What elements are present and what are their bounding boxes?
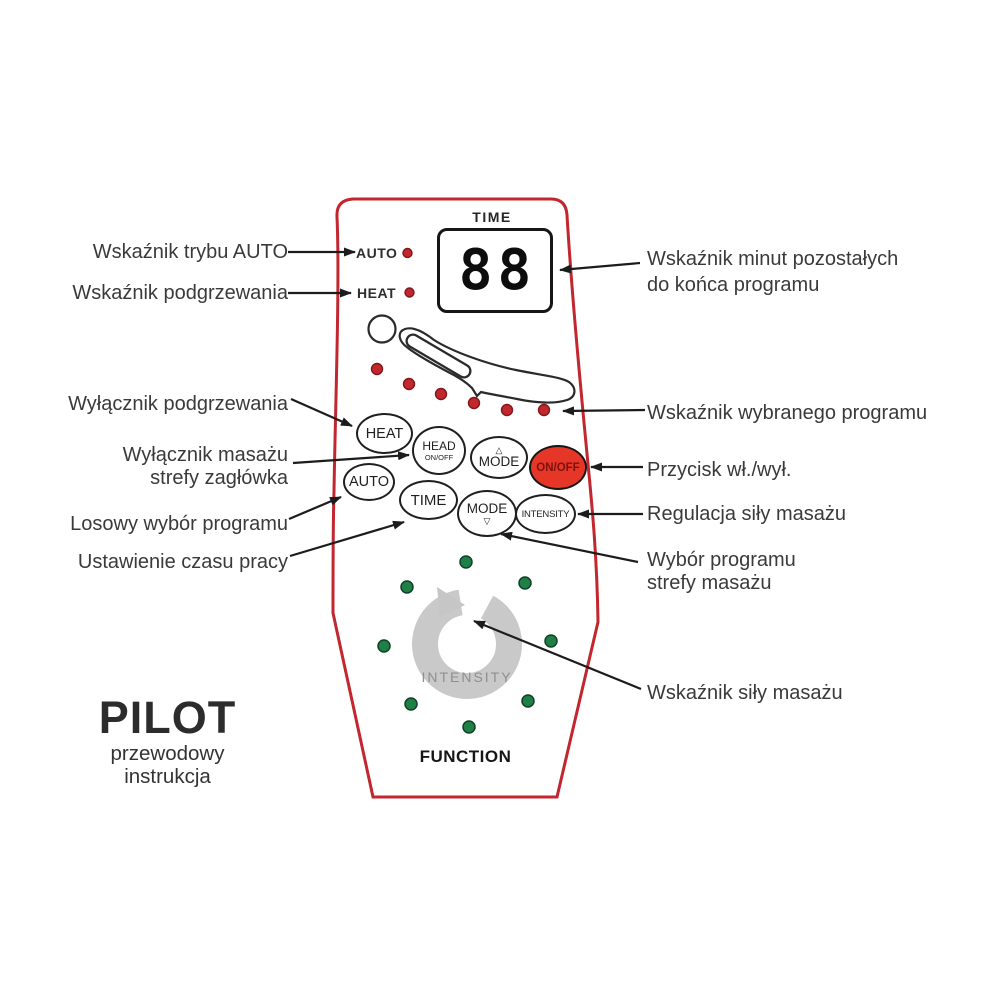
- button-mode-down: [457, 490, 517, 537]
- button-mode-up-label: MODE: [478, 454, 520, 469]
- display-time-label: TIME: [472, 209, 512, 225]
- label-line: strefy zagłówka: [150, 467, 288, 489]
- program-led: [539, 405, 550, 416]
- heat-led: [405, 288, 414, 297]
- label-wskaznik-wybranego-programu: Wskaźnik wybranego programu: [647, 402, 928, 424]
- intensity-dial-label: INTENSITY: [421, 669, 513, 685]
- button-heat-label: HEAT: [365, 425, 404, 442]
- button-intensity-label: INTENSITY: [521, 508, 570, 520]
- label-wybor-programu-strefy-masazu: [647, 549, 947, 595]
- intensity-led: [401, 581, 413, 593]
- indicator-auto-label: AUTO: [356, 245, 398, 261]
- label-wskaznik-trybu-auto: Wskaźnik trybu AUTO: [92, 241, 288, 263]
- button-head-sublabel: ON/OFF: [424, 452, 454, 462]
- intensity-led: [463, 721, 475, 733]
- label-przycisk-wl-wyl: Przycisk wł./wył.: [647, 459, 792, 481]
- program-led: [372, 364, 383, 375]
- triangle-up-icon: △: [495, 445, 503, 455]
- display-box: [437, 228, 553, 313]
- button-onoff: [529, 445, 587, 490]
- label-regulacja-sily-masazu: Regulacja siły masażu: [647, 503, 846, 525]
- button-auto: [343, 463, 395, 501]
- label-ustawienie-czasu-pracy: Ustawienie czasu pracy: [77, 551, 288, 573]
- button-head-onoff: [412, 426, 466, 475]
- intensity-led: [522, 695, 534, 707]
- program-led: [436, 389, 447, 400]
- label-wskaznik-podgrzewania: Wskaźnik podgrzewania: [72, 282, 288, 304]
- intensity-led: [405, 698, 417, 710]
- arrow-to-program-led: [563, 410, 645, 411]
- button-onoff-label: ON/OFF: [536, 461, 580, 474]
- button-time: [399, 480, 458, 520]
- label-line: do końca programu: [647, 274, 820, 296]
- program-led: [502, 405, 513, 416]
- program-led: [469, 398, 480, 409]
- button-heat: [356, 413, 413, 454]
- button-mode-down-label: MODE: [466, 500, 508, 516]
- label-wylacznik-masazu-strefy-zaglowka: [30, 444, 288, 490]
- title-sub-instrukcja: instrukcja: [124, 765, 211, 788]
- program-led: [404, 379, 415, 390]
- label-wskaznik-sily-masazu: Wskaźnik siły masażu: [647, 682, 843, 704]
- intensity-led: [545, 635, 557, 647]
- intensity-led: [519, 577, 531, 589]
- title-sub-przewodowy: przewodowy: [110, 742, 225, 765]
- button-mode-up: [470, 436, 528, 479]
- function-label: FUNCTION: [419, 747, 512, 766]
- indicator-heat-label: HEAT: [357, 285, 397, 301]
- button-head-label: HEAD: [422, 438, 456, 453]
- label-line: Wyłącznik masażu: [122, 444, 288, 466]
- intensity-led: [378, 640, 390, 652]
- display-value: 88: [458, 238, 537, 303]
- label-line: strefy masażu: [647, 572, 772, 594]
- title-pilot: PILOT: [98, 692, 237, 743]
- intensity-led: [460, 556, 472, 568]
- label-wskaznik-minut: [647, 246, 967, 298]
- button-auto-label: AUTO: [348, 474, 390, 490]
- label-wylacznik-podgrzewania: Wyłącznik podgrzewania: [68, 393, 288, 415]
- small-circle-indicator: [369, 316, 396, 343]
- button-time-label: TIME: [410, 491, 447, 509]
- auto-led: [403, 249, 412, 258]
- label-losowy-wybor-programu: Losowy wybór programu: [70, 513, 288, 535]
- label-line: Wybór programu: [647, 549, 796, 571]
- title-block: [60, 694, 275, 788]
- triangle-down-icon: ▽: [483, 515, 491, 526]
- button-intensity: [515, 494, 576, 534]
- label-line: Wskaźnik minut pozostałych: [647, 248, 899, 270]
